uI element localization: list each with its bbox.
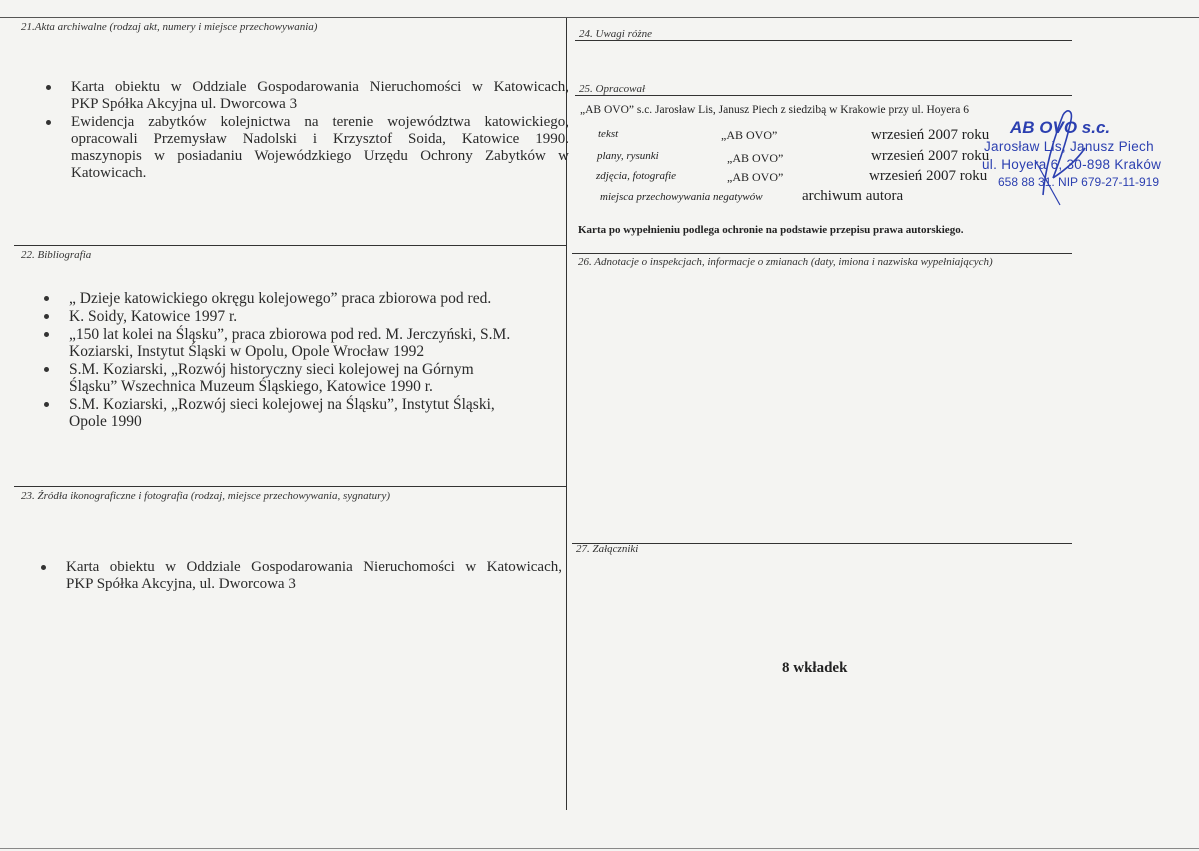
author-company: „AB OVO” s.c. Jarosław Lis, Janusz Piech z siedzibą w Krakowie przy ul. Hoyera 6 bbox=[580, 104, 969, 116]
section-25-title: 25. Opracował bbox=[579, 83, 645, 95]
rule-22 bbox=[14, 245, 566, 246]
stamp-line-4: 658 88 31. NIP 679-27-11-919 bbox=[998, 175, 1160, 189]
list-line: PKP Spółka Akcyjna ul. Dworcowa 3 bbox=[71, 96, 298, 112]
row-author-plans: „AB OVO” bbox=[727, 151, 784, 165]
section-24-title: 24. Uwagi różne bbox=[579, 28, 653, 40]
list-line: Opole 1990 bbox=[69, 413, 142, 430]
list-item bbox=[31, 114, 569, 182]
row-label-photos: zdjęcia, fotografie bbox=[596, 170, 677, 182]
attachments-count: 8 wkładek bbox=[782, 660, 848, 676]
list-item bbox=[29, 396, 559, 430]
list-line: Karta obiektu w Oddziale Gospodarowania Nieruchomości w Katowicach, bbox=[71, 79, 569, 95]
row-author-text: „AB OVO” bbox=[721, 128, 778, 142]
top-rule bbox=[0, 17, 1199, 18]
row-date-photos: wrzesień 2007 roku bbox=[869, 168, 988, 184]
list-line: Ewidencja zabytków kolejnictwa na terenie województwa katowickiego, bbox=[71, 114, 569, 130]
list-line: Katowicach. bbox=[71, 165, 147, 181]
list-line: maszynopis w posiadaniu Wojewódzkiego Urzędu Ochrony Zabytków w bbox=[71, 148, 569, 164]
list-item bbox=[29, 308, 559, 325]
signature-mark bbox=[1005, 100, 1105, 210]
bottom-rule bbox=[0, 848, 1199, 849]
list-line: S.M. Koziarski, „Rozwój historyczny sieci kolejowej na Górnym bbox=[69, 361, 474, 378]
list-line: PKP Spółka Akcyjna, ul. Dworcowa 3 bbox=[66, 576, 296, 592]
rule-25 bbox=[575, 95, 1072, 96]
negatives-value: archiwum autora bbox=[802, 188, 904, 204]
list-line: K. Soidy, Katowice 1997 r. bbox=[69, 308, 238, 325]
negatives-label: miejsca przechowywania negatywów bbox=[600, 191, 763, 203]
stamp-line-2: Jarosław Lis, Janusz Piech bbox=[984, 139, 1154, 154]
stamp-line-3: ul. Hoyera 6, 30-898 Kraków bbox=[982, 157, 1162, 172]
section-21-list bbox=[31, 79, 569, 183]
list-line: Śląsku” Wszechnica Muzeum Śląskiego, Katowice 1990 r. bbox=[69, 378, 433, 395]
copyright-note: Karta po wypełnieniu podlega ochronie na podstawie przepisu prawa autorskiego. bbox=[578, 224, 964, 236]
list-line: „ Dzieje katowickiego okręgu kolejowego” praca zbiorowa pod red. bbox=[69, 290, 492, 307]
list-line: „150 lat kolei na Śląsku”, praca zbiorowa pod red. M. Jerczyński, S.M. bbox=[69, 326, 511, 343]
list-item bbox=[26, 559, 562, 593]
rule-23 bbox=[14, 486, 566, 487]
section-27-title: 27. Załączniki bbox=[576, 543, 639, 555]
list-line: S.M. Koziarski, „Rozwój sieci kolejowej na Śląsku”, Instytut Śląski, bbox=[69, 396, 495, 413]
section-26-title: 26. Adnotacje o inspekcjach, informacje o zmianach (daty, imiona i nazwiska wypełniających) bbox=[578, 256, 993, 268]
row-label-text: tekst bbox=[598, 128, 619, 140]
list-item bbox=[29, 326, 559, 360]
section-22-list bbox=[29, 290, 559, 431]
section-21-title: 21.Akta archiwalne (rodzaj akt, numery i miejsce przechowywania) bbox=[21, 21, 318, 33]
list-item bbox=[29, 290, 559, 307]
row-author-photos: „AB OVO” bbox=[727, 170, 784, 184]
section-23-title: 23. Źródła ikonograficzne i fotografia (rodzaj, miejsce przechowywania, sygnatury) bbox=[21, 490, 390, 502]
row-label-plans: plany, rysunki bbox=[597, 150, 659, 162]
row-date-plans: wrzesień 2007 roku bbox=[871, 148, 990, 164]
list-item bbox=[29, 361, 559, 395]
list-item bbox=[31, 79, 569, 113]
list-line: Karta obiektu w Oddziale Gospodarowania Nieruchomości w Katowicach, bbox=[66, 559, 562, 575]
row-date-text: wrzesień 2007 roku bbox=[871, 127, 990, 143]
rule-27 bbox=[572, 543, 1072, 544]
rule-24 bbox=[575, 40, 1072, 41]
section-23-list bbox=[26, 559, 562, 594]
rule-26 bbox=[572, 253, 1072, 254]
list-line: Koziarski, Instytut Śląski w Opolu, Opole Wrocław 1992 bbox=[69, 343, 425, 360]
section-22-title: 22. Bibliografia bbox=[21, 249, 92, 261]
list-line: opracowali Przemysław Nadolski i Krzysztof Soida, Katowice 1990. bbox=[71, 131, 569, 147]
stamp-line-1: AB OVO s.c. bbox=[1010, 118, 1111, 137]
